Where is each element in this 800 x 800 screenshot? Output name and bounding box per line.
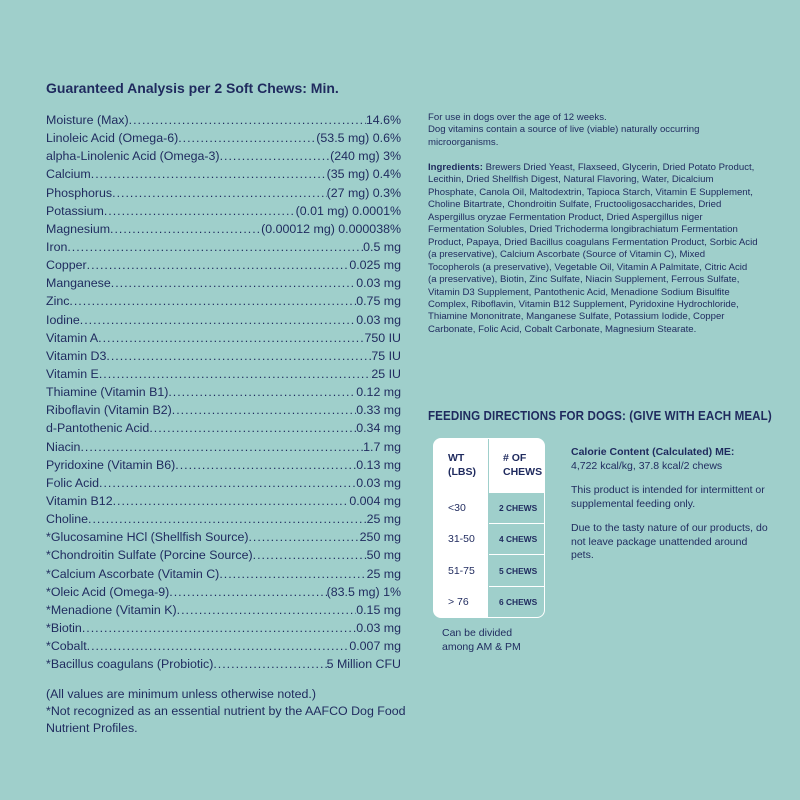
analysis-row-manganese: Manganese ..... 0.03 mg bbox=[46, 274, 401, 292]
ingredients-label: Ingredients: bbox=[428, 162, 483, 173]
analysis-row-cobalt: *Cobalt ..... 0.007 mg bbox=[46, 637, 401, 655]
analysis-footnotes bbox=[46, 686, 406, 737]
ingredients-block bbox=[428, 162, 758, 336]
feeding-chews-cell: 6 CHEWS bbox=[489, 586, 544, 617]
analysis-row-glucosamine: *Glucosamine HCl (Shellfish Source) ..... 250 mg bbox=[46, 528, 401, 546]
analysis-row-magnesium: Magnesium ..... (0.00012 mg) 0.000038% bbox=[46, 220, 401, 238]
feeding-chews-column bbox=[489, 439, 544, 617]
analysis-row-calcium: Calcium ..... (35 mg) 0.4% bbox=[46, 165, 401, 183]
analysis-row-oleic-acid: *Oleic Acid (Omega-9) ..... (83.5 mg) 1% bbox=[46, 583, 401, 601]
analysis-row-pantothenic-acid: d-Pantothenic Acid ..... 0.34 mg bbox=[46, 419, 401, 437]
feeding-chews-cell: 4 CHEWS bbox=[489, 523, 544, 554]
analysis-row-thiamine: Thiamine (Vitamin B1) ..... 0.12 mg bbox=[46, 383, 401, 401]
analysis-row-copper: Copper ..... 0.025 mg bbox=[46, 256, 401, 274]
analysis-row-biotin: *Biotin ..... 0.03 mg bbox=[46, 619, 401, 637]
analysis-row-linoleic-acid: Linoleic Acid (Omega-6) ..... (53.5 mg) 0.6% bbox=[46, 129, 401, 147]
divided-meals-note: Can be divided among AM & PM bbox=[442, 627, 521, 653]
usage-note bbox=[428, 112, 758, 149]
calorie-content-title: Calorie Content (Calculated) ME: bbox=[571, 446, 735, 458]
analysis-title: Guaranteed Analysis per 2 Soft Chews: Min. bbox=[46, 80, 339, 96]
analysis-row-phosphorus: Phosphorus ..... (27 mg) 0.3% bbox=[46, 184, 401, 202]
analysis-row-vitamin-b12: Vitamin B12 ..... 0.004 mg bbox=[46, 492, 401, 510]
analysis-row-chondroitin: *Chondroitin Sulfate (Porcine Source) ..... 50 mg bbox=[46, 546, 401, 564]
analysis-row-zinc: Zinc ..... 0.75 mg bbox=[46, 292, 401, 310]
analysis-row-vitamin-a: Vitamin A ..... 750 IU bbox=[46, 329, 401, 347]
analysis-row-moisture: Moisture (Max) ..... 14.6% bbox=[46, 111, 401, 129]
calorie-content-value: 4,722 kcal/kg, 37.8 kcal/2 chews bbox=[571, 459, 723, 472]
analysis-row-niacin: Niacin ..... 1.7 mg bbox=[46, 438, 401, 456]
guaranteed-analysis-list bbox=[46, 111, 401, 673]
feeding-chews-header: # OF CHEWS bbox=[489, 439, 544, 492]
analysis-row-bacillus-coagulans: *Bacillus coagulans (Probiotic) ..... 5 Million CFU bbox=[46, 655, 401, 673]
feeding-chews-cell: 2 CHEWS bbox=[489, 492, 544, 523]
package-safety-note: Due to the tasty nature of our products, do not leave package unattended around pets. bbox=[571, 522, 768, 561]
analysis-row-alpha-linolenic-acid: alpha-Linolenic Acid (Omega-3) ..... (240 mg) 3% bbox=[46, 147, 401, 165]
feeding-weight-column bbox=[434, 439, 489, 617]
ingredients-text: Brewers Dried Yeast, Flaxseed, Glycerin, Dried Potato Product, Lecithin, Dried Shellfish Digest, Natural Flavoring, Water, Dicalcium Phosphate, Canola Oil, Maltodextrin, Tapioca Starch, Vitamin E Supplement, Choline Bitartrate, Chondroitin Sulfate, Fructooligosaccharides, Dried Aspergillus oryzae Fermentation Product, Dried Aspergillus niger Fermentation Solubles, Dried Trichoderma longibrachiatum Fermentation Product, Papaya, Dried Bacillus coagulans Fermentation Product, Sorbic Acid (a preservative), Calcium Ascorbate (Source of Vitamin C), Mixed Tocopherols (a preservative), Vegetable Oil, Vitamin A Palmitate, Citric Acid (a preservative), Biotin, Zinc Sulfate, Niacin Supplement, Ferrous Sulfate, Vitamin D3 Supplement, Pantothenic Acid, Menadione Sodium Bisulfite Complex, Riboflavin, Vitamin B12 Supplement, Pyridoxine Hydrochloride, Thiamine Mononitrate, Manganese Sulfate, Potassium Iodide, Copper Carbonate, Folic Acid, Cobalt Carbonate, Magnesium Stearate. bbox=[428, 162, 758, 335]
feeding-chews-cell: 5 CHEWS bbox=[489, 554, 544, 585]
footnote-minimum-values: (All values are minimum unless otherwise noted.) bbox=[46, 687, 316, 701]
feeding-weight-cell: > 76 bbox=[434, 586, 488, 617]
analysis-row-calcium-ascorbate: *Calcium Ascorbate (Vitamin C) ..... 25 mg bbox=[46, 565, 401, 583]
analysis-row-iodine: Iodine ..... 0.03 mg bbox=[46, 311, 401, 329]
analysis-row-riboflavin: Riboflavin (Vitamin B2) ..... 0.33 mg bbox=[46, 401, 401, 419]
analysis-row-choline: Choline ..... 25 mg bbox=[46, 510, 401, 528]
analysis-row-folic-acid: Folic Acid ..... 0.03 mg bbox=[46, 474, 401, 492]
feeding-weight-cell: 31-50 bbox=[434, 523, 488, 554]
feeding-table bbox=[433, 438, 545, 618]
feeding-weight-cell: <30 bbox=[434, 492, 488, 523]
analysis-row-vitamin-e: Vitamin E ..... 25 IU bbox=[46, 365, 401, 383]
analysis-row-menadione: *Menadione (Vitamin K) ..... 0.15 mg bbox=[46, 601, 401, 619]
analysis-row-potassium: Potassium ..... (0.01 mg) 0.0001% bbox=[46, 202, 401, 220]
feeding-weight-cell: 51-75 bbox=[434, 554, 488, 585]
analysis-row-iron: Iron ..... 0.5 mg bbox=[46, 238, 401, 256]
usage-age-note: For use in dogs over the age of 12 weeks. bbox=[428, 112, 607, 123]
usage-probiotic-note: Dog vitamins contain a source of live (viable) naturally occurring microorganisms. bbox=[428, 124, 700, 148]
calorie-content-block bbox=[571, 446, 771, 574]
intermittent-feeding-note: This product is intended for intermittent or supplemental feeding only. bbox=[571, 484, 765, 510]
feeding-weight-header: WT (LBS) bbox=[434, 439, 488, 492]
footnote-aafco: *Not recognized as an essential nutrient by the AAFCO Dog Food Nutrient Profiles. bbox=[46, 704, 406, 735]
analysis-row-pyridoxine: Pyridoxine (Vitamin B6) ..... 0.13 mg bbox=[46, 456, 401, 474]
analysis-row-vitamin-d3: Vitamin D3 ..... 75 IU bbox=[46, 347, 401, 365]
feeding-directions-heading: FEEDING DIRECTIONS FOR DOGS: (GIVE WITH EACH MEAL) bbox=[428, 409, 772, 424]
